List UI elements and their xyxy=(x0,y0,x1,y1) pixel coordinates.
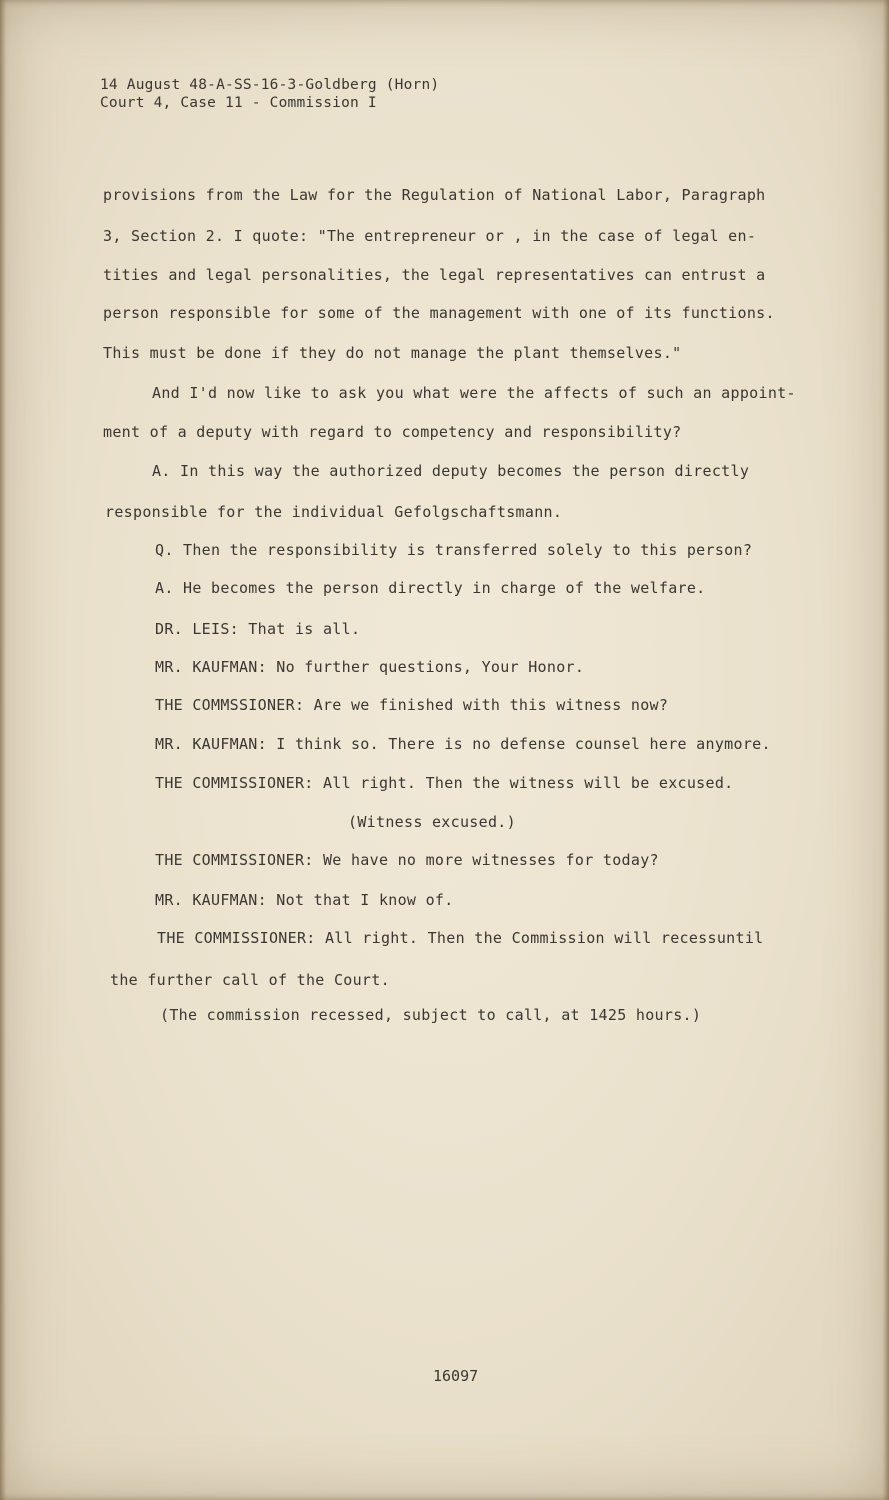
transcript-line: THE COMMISSIONER: All right. Then the witness will be excused. xyxy=(155,774,734,792)
transcript-line: MR. KAUFMAN: No further questions, Your Honor. xyxy=(155,658,585,676)
page-edge-right xyxy=(883,0,889,1500)
transcript-line: A. He becomes the person directly in charge of the welfare. xyxy=(155,579,706,597)
transcript-line: Q. Then the responsibility is transferred solely to this person? xyxy=(155,541,753,559)
transcript-line: THE COMMISSIONER: We have no more witnesses for today? xyxy=(155,851,659,869)
transcript-line: MR. KAUFMAN: I think so. There is no defense counsel here anymore. xyxy=(155,735,771,753)
transcript-line: person responsible for some of the management with one of its functions. xyxy=(103,304,775,322)
transcript-line: responsible for the individual Gefolgschaftsmann. xyxy=(105,503,563,521)
header-court-case: Court 4, Case 11 - Commission I xyxy=(100,95,377,111)
transcript-line: ment of a deputy with regard to competency and responsibility? xyxy=(103,423,682,441)
transcript-line: tities and legal personalities, the legal representatives can entrust a xyxy=(103,266,766,284)
transcript-line: (Witness excused.) xyxy=(348,813,516,831)
transcript-line: A. In this way the authorized deputy becomes the person directly xyxy=(152,462,750,480)
transcript-line: And I'd now like to ask you what were the affects of such an appoint- xyxy=(152,384,796,402)
transcript-line: This must be done if they do not manage the plant themselves." xyxy=(103,344,682,362)
transcript-line: THE COMMISSIONER: All right. Then the Commission will recessuntil xyxy=(157,929,764,947)
transcript-line: DR. LEIS: That is all. xyxy=(155,620,361,638)
header-case-reference: 14 August 48-A-SS-16-3-Goldberg (Horn) xyxy=(100,77,440,93)
transcript-line: the further call of the Court. xyxy=(110,971,390,989)
transcript-line: (The commission recessed, subject to call, at 1425 hours.) xyxy=(160,1006,702,1024)
transcript-line: THE COMMSSIONER: Are we finished with this witness now? xyxy=(155,696,669,714)
transcript-line: provisions from the Law for the Regulation of National Labor, Paragraph xyxy=(103,186,766,204)
page-edge-left xyxy=(0,0,6,1500)
page-number: 16097 xyxy=(433,1367,479,1385)
transcript-line: MR. KAUFMAN: Not that I know of. xyxy=(155,891,454,909)
transcript-line: 3, Section 2. I quote: "The entrepreneur or , in the case of legal en- xyxy=(103,227,757,245)
